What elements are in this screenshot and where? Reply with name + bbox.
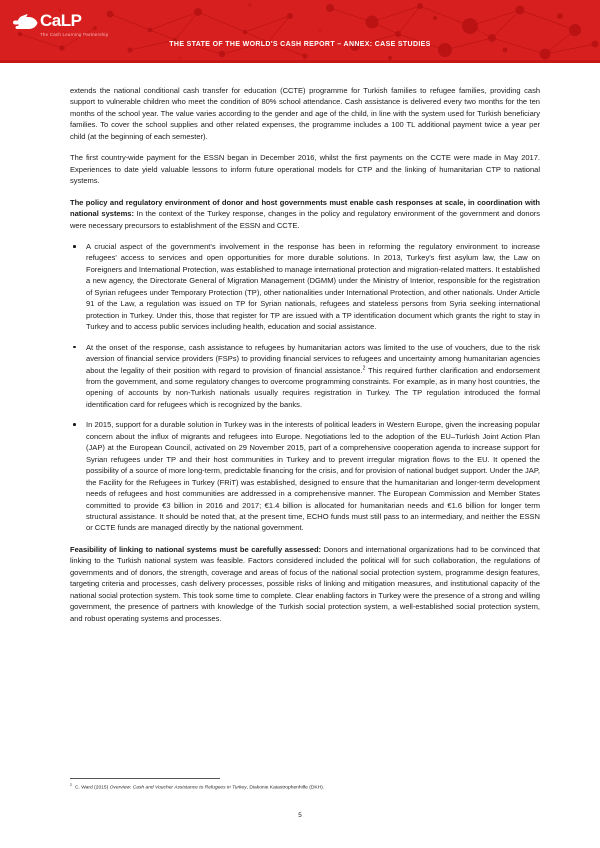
- footnote-author-year: C. Ward (2015): [75, 785, 110, 791]
- page-header-banner: [0, 0, 600, 63]
- bullet-text-regulatory-reform: A crucial aspect of the government's involvement in the response has been in reforming the regulatory environment to increase refugees' access to services and open opportunities for more durable solutions. In 2013, Turkey's first asylum law, the Law on Foreigners and International Protection, was established to manage international protection and migration-related matters. It established a new agency, the Directorate General of Migration Management (DGMM) under the Ministry of Interior, responsible for the registration of Syrian refugees under Temporary Protection (TP), other nationalities under International Protection, and other nationals. Under Article 91 of the Law, a regulation was issued on TP for Syrian nationals, refugees and stateless persons from Syria seeking international protection in Turkey. Under this, those that register for TP are issued with a TP identification document which grants the right to stay in Turkey and to access public services including health, education and social assistance.: [86, 241, 540, 332]
- policy-bullet-list: [70, 241, 540, 534]
- section-policy-regulatory-lead: [70, 197, 540, 231]
- section-feasibility-linking: [70, 544, 540, 624]
- logo-tagline: The Cash Learning Partnership: [40, 32, 109, 37]
- bullet-dot-icon: [73, 245, 76, 248]
- bullet-text-voucher-onset-before: At the onset of the response, cash assistance to refugees by humanitarian actors was limited to the use of vouchers, due to the risk aversion of financial service providers (FSPs) to providing financial services to refugees and uncertainty among humanitarian agencies about the legality of their position with regard to provision of financial assistance.: [86, 342, 540, 375]
- footnote-separator-rule: [70, 778, 220, 779]
- page-content: [0, 63, 600, 624]
- section-feasibility-lead-bold: Feasibility of linking to national systems must be carefully assessed:: [70, 544, 322, 554]
- bullet-text-eu-turkish-jap: In 2015, support for a durable solution in Turkey was in the interests of political leaders in Western Europe, given the increasing popular concern about the influx of migrants and refugees into Europe. Negotiations led to the adoption of the EU–Turkish Joint Action Plan (JAP) at the European Council, activated on 29 November 2015, part of a comprehensive cooperation agenda to increase support for Syrian refugees under TP and their host communities in Turkey and to prevent irregular migration flows to the EU. It opened the possibility of a source of more long-term, predictable financing for the crisis, and for provision of national budget support. Under the JAP, the Facility for the Refugees in Turkey (FRiT) was established, designed to ensure that the humanitarian and longer-term development needs of refugees and host communities are addressed in a comprehensive manner. The European Commission and Member States committed to provide €3 billion in 2016 and 2017; €1.4 billion is allocated for humanitarian needs and €1.6 billion for longer term structural assistance. It should be noted that, at the present time, ECHO funds must still pass to an intermediary, and neither the ESSN or CCTE funds are managed directly by the national government.: [86, 420, 540, 533]
- footnote-entry: [70, 782, 540, 792]
- list-item: [70, 419, 540, 534]
- report-title: THE STATE OF THE WORLD'S CASH REPORT – ANNEX: CASE STUDIES: [169, 41, 431, 48]
- footnote-number: 2: [70, 783, 72, 788]
- footnote-publisher: , Diakonie Katastrophenhilfe (DKH).: [246, 785, 325, 791]
- header-bottom-rule: [0, 60, 600, 63]
- section-feasibility-lead-rest: Donors and international organizations had to be convinced that linking to the Turkish national system was feasible. Factors considered included the political will for such collaboration, the regulations of governments and of donors, the strength, coverage and areas of focus of the national social protection system, programme design features, targeting criteria and processes, cash delivery processes, possible risks of linking and mitigation measures, and institutional capacity of the national social protection system. This took some time to complete. Clear enabling factors in Turkey were the presence of a strong and willing government, the presence of partners with knowledge of the Turkish social protection system, a well-established social protection system, and robust operating systems and processes.: [70, 544, 540, 623]
- hand-pointing-icon: [12, 13, 38, 33]
- section-policy-lead-rest: In the context of the Turkey response, changes in the policy and regulatory environment of the government and donors were necessary precursors to establishment of the ESSN and CCTE.: [70, 209, 540, 230]
- section-policy-lead-bold: The policy and regulatory environment of donor and host governments must enable cash responses at scale, in coordination with national systems:: [70, 197, 540, 219]
- footnote-reference-marker[interactable]: 2: [362, 365, 366, 371]
- footnote-area: [70, 778, 540, 792]
- list-item: [70, 241, 540, 333]
- bullet-dot-icon: [73, 346, 76, 349]
- footnote-title: Overview: Cash and Voucher Assistance to Refugees in Turkey: [109, 785, 247, 791]
- page-number: 5: [298, 812, 302, 819]
- calp-logo: [12, 12, 108, 37]
- bullet-dot-icon: [73, 423, 76, 426]
- list-item: [70, 342, 540, 411]
- logo-wordmark: CaLP: [40, 11, 82, 30]
- bullet-text-voucher-onset-after: This required further clarification and endorsement from the government, and some regulatory changes to overcome programming constraints. For example, as in many host countries, the opening of accounts by non-Turkish nationals usually requires registration in Turkey. The TP regulation introduced the formal identification card for refugees which is recognized by the banks.: [86, 365, 540, 409]
- paragraph-continuation: extends the national conditional cash transfer for education (CCTE) programme for Turkish families to refugee families, providing cash support to vulnerable children who meet the condition of 80% school attendance. Cash assistance is delivered every two months for the ten months of the school year. The value varies according to the gender and age of the child, in line with the system used for Turkish beneficiary families. To cover the school supplies and other related expenses, the programme includes a 100 TL additional payment twice a year per child (at the beginning of each semester).: [70, 86, 540, 141]
- paragraph-essn-ccte-timeline: The first country-wide payment for the ESSN began in December 2016, whilst the first payments on the CCTE were made in May 2017. Experiences to date yield valuable lessons to inform future operational models for CTP and the linking of humanitarian CTP to national systems.: [70, 153, 540, 186]
